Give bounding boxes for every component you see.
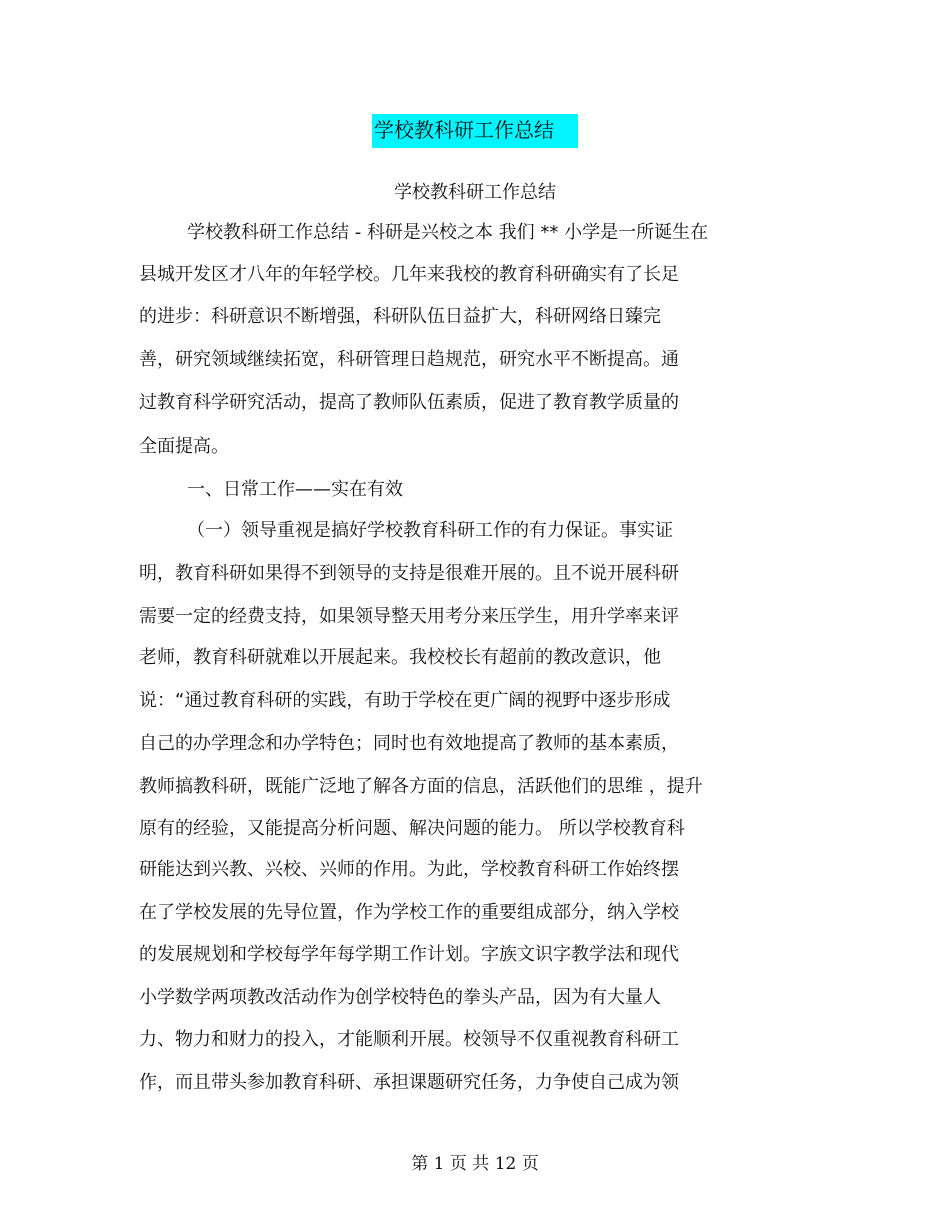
body-line: 说：“通过教育科研的实践，有助于学校在更广阔的视野中逐步形成 xyxy=(139,690,671,711)
body-line: 的发展规划和学校每学年每学期工作计划。字族文识字教学法和现代 xyxy=(139,944,679,965)
body-line: 明，教育科研如果得不到领导的支持是很难开展的。且不说开展科研 xyxy=(139,563,679,584)
body-line: 善，研究领域继续拓宽，科研管理日趋规范，研究水平不断提高。通 xyxy=(139,349,679,370)
section-heading: 一、日常工作——实在有效 xyxy=(187,479,403,500)
title-container xyxy=(0,114,950,148)
document-subtitle: 学校教科研工作总结 xyxy=(394,182,556,203)
body-line: （一）领导重视是搞好学校教育科研工作的有力保证。事实证 xyxy=(187,520,673,541)
body-line: 教师搞教科研，既能广泛地了解各方面的信息，活跃他们的思维 ，提升 xyxy=(139,776,703,797)
body-line: 需要一定的经费支持，如果领导整天用考分来压学生，用升学率来评 xyxy=(139,606,679,627)
document-title: 学校教科研工作总结 xyxy=(372,114,578,148)
body-line: 研能达到兴教、兴校、兴师的作用。为此，学校教育科研工作始终摆 xyxy=(139,859,679,880)
body-line: 自己的办学理念和办学特色；同时也有效地提高了教师的基本素质， xyxy=(139,733,679,754)
body-line: 全面提高。 xyxy=(139,436,229,457)
body-line: 县城开发区才八年的年轻学校。几年来我校的教育科研确实有了长足 xyxy=(139,264,679,285)
body-line: 原有的经验，又能提高分析问题、解决问题的能力。 所以学校教育科 xyxy=(139,818,685,839)
body-line: 学校教科研工作总结 - 科研是兴校之本 我们 ** 小学是一所诞生在 xyxy=(187,222,709,243)
body-line: 在了学校发展的先导位置，作为学校工作的重要组成部分，纳入学校 xyxy=(139,902,679,923)
page-number-footer: 第 1 页 共 12 页 xyxy=(411,1154,539,1174)
body-line: 过教育科学研究活动，提高了教师队伍素质，促进了教育教学质量的 xyxy=(139,392,679,413)
body-line: 老师，教育科研就难以开展起来。我校校长有超前的教改意识，他 xyxy=(139,647,661,668)
body-line: 的进步：科研意识不断增强，科研队伍日益扩大，科研网络日臻完 xyxy=(139,306,661,327)
body-line: 小学数学两项教改活动作为创学校特色的拳头产品，因为有大量人 xyxy=(139,987,661,1008)
body-line: 力、物力和财力的投入，才能顺利开展。校领导不仅重视教育科研工 xyxy=(139,1029,679,1050)
body-line: 作，而且带头参加教育科研、承担课题研究任务，力争使自己成为领 xyxy=(139,1072,679,1093)
